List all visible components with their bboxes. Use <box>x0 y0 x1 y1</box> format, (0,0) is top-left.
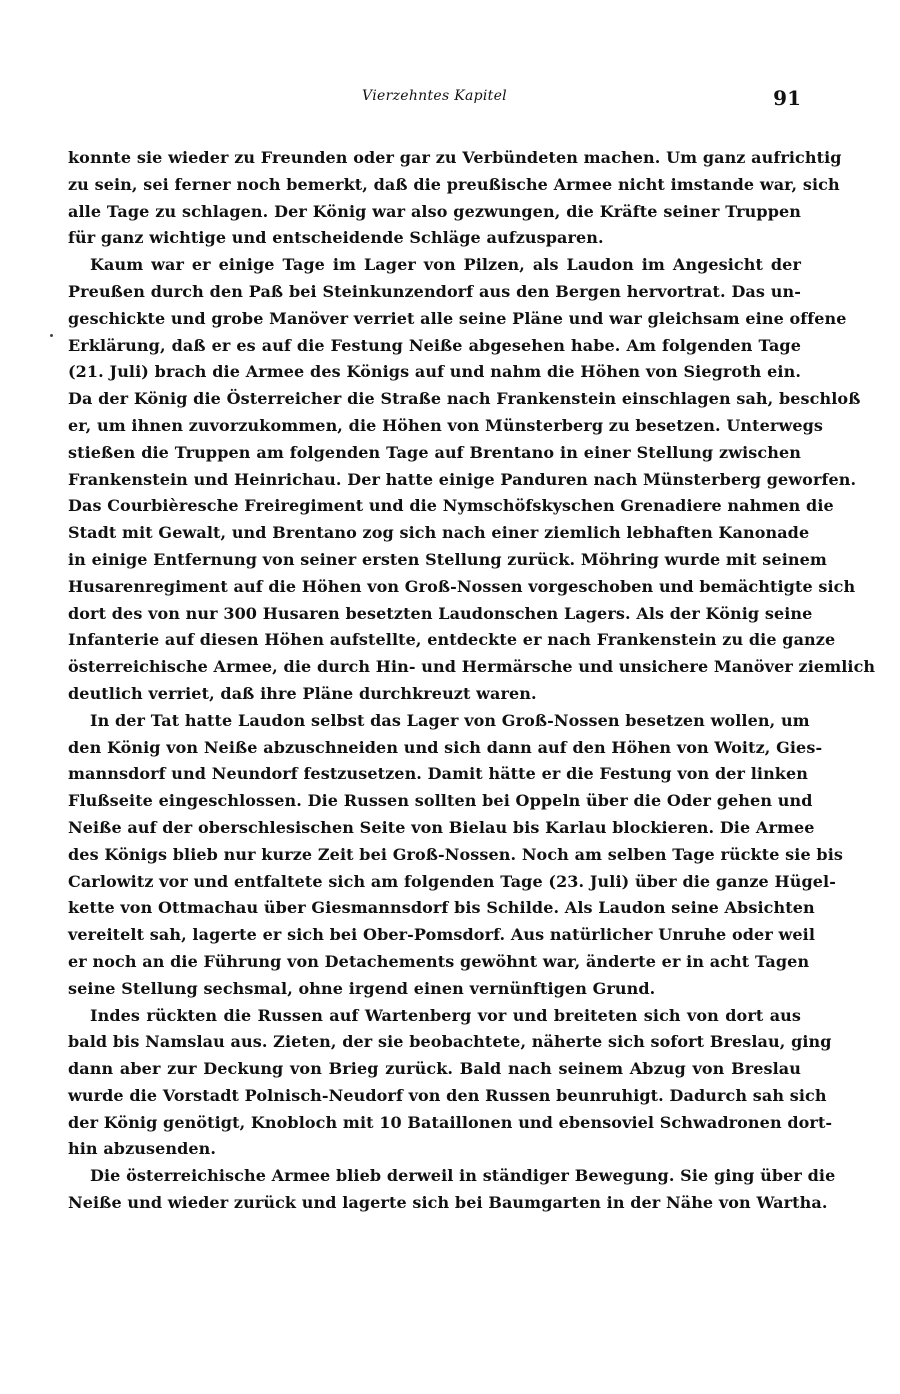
text-line: wurde die Vorstadt Polnisch-Neudorf von den Russen beunruhigt. Dadurch sah sich <box>68 1085 827 1105</box>
text-line: in einige Entfernung von seiner ersten Stellung zurück. Möhring wurde mit seinem <box>68 549 827 569</box>
text-line: Erklärung, daß er es auf die Festung Neiße abgesehen habe. Am folgenden Tage <box>68 335 801 355</box>
text-line: Kaum war er einige Tage im Lager von Pilzen, als Laudon im Angesicht der <box>90 255 801 275</box>
text-line: Infanterie auf diesen Höhen aufstellte, entdeckte er nach Frankenstein zu die ganze <box>68 630 836 650</box>
text-line: geschickte und grobe Manöver verriet alle seine Pläne und war gleichsam eine offene <box>68 308 847 328</box>
text-line: Flußseite eingeschlossen. Die Russen sollten bei Oppeln über die Oder gehen und <box>68 791 813 811</box>
text-line: Preußen durch den Paß bei Steinkunzendorf aus den Bergen hervortrat. Das un- <box>68 281 801 301</box>
text-line: der König genötigt, Knobloch mit 10 Bataillonen und ebensoviel Schwadronen dort- <box>68 1112 833 1132</box>
text-line: (21. Juli) brach die Armee des Königs auf und nahm die Höhen von Siegroth ein. <box>68 362 801 382</box>
text-line: Neiße und wieder zurück und lagerte sich bei Baumgarten in der Nähe von Wartha. <box>68 1193 828 1213</box>
text-line: Indes rückten die Russen auf Wartenberg vor und breiteten sich von dort aus <box>90 1005 801 1025</box>
text-line: Neiße auf der oberschlesischen Seite von Bielau bis Karlau blockieren. Die Armee <box>68 817 815 837</box>
text-line: deutlich verriet, daß ihre Pläne durchkreuzt waren. <box>68 683 537 703</box>
text-line: dann aber zur Deckung von Brieg zurück. Bald nach seinem Abzug von Breslau <box>68 1059 801 1079</box>
running-header <box>68 86 801 110</box>
text-line: österreichische Armee, die durch Hin- und Hermärsche und unsichere Manöver ziemlich <box>68 657 876 677</box>
text-line: Die österreichische Armee blieb derweil in ständiger Bewegung. Sie ging über die <box>90 1166 836 1186</box>
text-line: dort des von nur 300 Husaren besetzten Laudonschen Lagers. Als der König seine <box>68 603 813 623</box>
text-line: des Königs blieb nur kurze Zeit bei Groß-Nossen. Noch am selben Tage rückte sie bis <box>68 844 843 864</box>
page-number: 91 <box>773 86 801 110</box>
text-line: kette von Ottmachau über Giesmannsdorf bis Schilde. Als Laudon seine Absichten <box>68 898 815 918</box>
text-line: Carlowitz vor und entfaltete sich am folgenden Tage (23. Juli) über die ganze Hügel- <box>68 871 836 891</box>
stray-ink-mark <box>50 334 53 337</box>
text-line: bald bis Namslau aus. Zieten, der sie beobachtete, näherte sich sofort Breslau, ging <box>68 1032 832 1052</box>
text-line: Frankenstein und Heinrichau. Der hatte einige Panduren nach Münsterberg geworfen. <box>68 469 857 489</box>
text-line: Das Courbièresche Freiregiment und die Nymschöfskyschen Grenadiere nahmen die <box>68 496 834 516</box>
text-line: mannsdorf und Neundorf festzusetzen. Damit hätte er die Festung von der linken <box>68 764 808 784</box>
body-text <box>68 145 876 1217</box>
text-line: konnte sie wieder zu Freunden oder gar zu Verbündeten machen. Um ganz aufrichtig <box>68 148 842 167</box>
text-line: für ganz wichtige und entscheidende Schläge aufzusparen. <box>68 228 604 248</box>
text-line: vereitelt sah, lagerte er sich bei Ober-Pomsdorf. Aus natürlicher Unruhe oder weil <box>68 925 816 945</box>
text-line: er, um ihnen zuvorzukommen, die Höhen von Münsterberg zu besetzen. Unterwegs <box>68 415 823 435</box>
text-line: Da der König die Österreicher die Straße nach Frankenstein einschlagen sah, beschloß <box>68 389 861 409</box>
text-line: seine Stellung sechsmal, ohne irgend einen vernünftigen Grund. <box>68 978 656 998</box>
text-line: den König von Neiße abzuschneiden und sich dann auf den Höhen von Woitz, Gies- <box>68 737 823 757</box>
text-line: stießen die Truppen am folgenden Tage auf Brentano in einer Stellung zwischen <box>68 442 801 462</box>
text-line: Husarenregiment auf die Höhen von Groß-Nossen vorgeschoben und bemächtigte sich <box>68 576 856 596</box>
text-line: er noch an die Führung von Detachements gewöhnt war, änderte er in acht Tagen <box>68 951 810 971</box>
text-line: zu sein, sei ferner noch bemerkt, daß die preußische Armee nicht imstande war, sich <box>68 174 840 194</box>
text-line: hin abzusenden. <box>68 1139 217 1159</box>
running-title: Vierzehntes Kapitel <box>362 88 507 104</box>
text-line: In der Tat hatte Laudon selbst das Lager von Groß-Nossen besetzen wollen, um <box>90 710 810 730</box>
text-line: Stadt mit Gewalt, und Brentano zog sich nach einer ziemlich lebhaften Kanonade <box>68 523 810 543</box>
text-line: alle Tage zu schlagen. Der König war also gezwungen, die Kräfte seiner Truppen <box>68 201 801 221</box>
